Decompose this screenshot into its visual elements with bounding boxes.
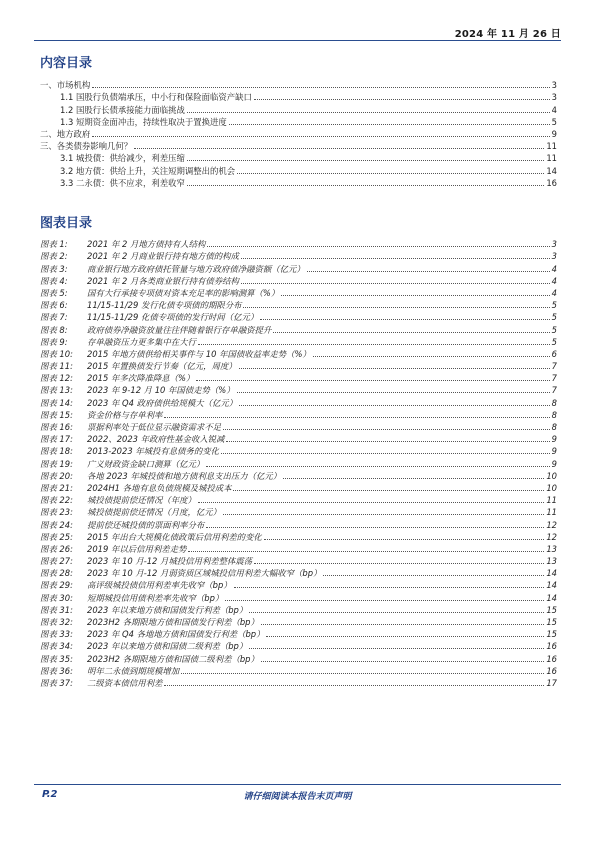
figure-entry-label [40, 410, 162, 420]
figure-entry-title: 商业银行地方政府债托管量与地方政府债净融资额（亿元） [87, 263, 305, 274]
figure-entry-title: 11/15-11/29 化债专项债的发行时间（亿元） [87, 312, 259, 323]
figure-entry-number: 图表 16: [40, 422, 73, 432]
figure-entry-title: 2023H2 各期限地方债和国债发行利差（bp） [87, 617, 259, 627]
dot-leader [187, 160, 544, 161]
figure-entry-title: 高评级城投债信用利差率先收窄（bp） [87, 580, 232, 591]
figure-entry[interactable] [40, 359, 557, 371]
contents-entry-label: 1.2 国股行长债承接能力面临挑战 [60, 104, 185, 115]
dot-leader [187, 185, 544, 186]
dot-leader [261, 661, 544, 662]
dot-leader [223, 429, 550, 430]
contents-entry-label: 1.3 短期资金面冲击，持续性取决于置换进度 [60, 116, 227, 127]
dot-leader [164, 417, 549, 418]
page-number: P.2 [42, 789, 58, 800]
contents-title: 内容目录 [40, 56, 93, 71]
figure-entry[interactable] [40, 639, 557, 651]
figure-entry[interactable] [40, 578, 557, 590]
figure-entry[interactable] [40, 554, 557, 566]
contents-entry-label: 三、各类债券影响几何？ [40, 141, 133, 152]
figure-entry-number: 图表 14: [40, 397, 73, 408]
dot-leader [283, 478, 544, 479]
figure-entry[interactable] [40, 347, 557, 359]
figure-entry-label [40, 605, 247, 615]
figure-entry[interactable] [40, 249, 557, 261]
figure-entry-label [40, 495, 196, 505]
figure-entry-label [40, 373, 194, 383]
figure-entry-label [40, 398, 237, 408]
figure-entry-page: 12 [546, 519, 557, 530]
figure-entry-title: 广义财政资金缺口测算（亿元） [87, 458, 205, 469]
figure-entry-title: 2023 年 Q4 政府债供给规模大（亿元） [87, 397, 238, 408]
figure-entry-page: 16 [546, 665, 557, 676]
figure-entry-page: 17 [546, 677, 557, 688]
dot-leader [206, 527, 544, 528]
figure-entry-page: 15 [546, 604, 557, 615]
dot-leader [187, 112, 550, 113]
figure-entry-page: 14 [546, 568, 557, 579]
figure-entry-number: 图表 33: [40, 629, 73, 640]
figure-entry-title: 城投债提前偿还情况（月度，亿元） [87, 507, 221, 518]
figure-entry-title: 2022、2023 年政府性基金收入锐减 [87, 434, 225, 445]
contents-entry-label: 1.1 国股行负债端承压，中小行和保险面临资产缺口 [60, 92, 252, 103]
figure-entry-label [40, 251, 239, 261]
figure-entry[interactable] [40, 493, 557, 505]
figure-entry-page: 15 [546, 617, 557, 627]
figure-entry[interactable] [40, 444, 557, 456]
dot-leader [239, 405, 550, 406]
dot-leader [207, 246, 549, 247]
figure-entry-page: 3 [551, 251, 557, 262]
figure-entry-label [40, 617, 259, 627]
dot-leader [223, 514, 544, 515]
figure-entry-number: 图表 20: [40, 470, 73, 481]
figure-entry-number: 图表 32: [40, 617, 73, 627]
figure-entry-number: 图表 11: [40, 361, 73, 372]
dot-leader [239, 368, 550, 369]
dot-leader [281, 295, 549, 296]
figure-entry-number: 图表 12: [40, 373, 73, 384]
figure-entry-title: 2015 年地方债供给相关事件与 10 年国债收益率走势（%） [87, 348, 311, 359]
figure-entry-label [40, 678, 162, 688]
figure-entry-label [40, 507, 221, 517]
figure-entry-title: 2023 年以来地方债和国债发行利差（bp） [87, 604, 248, 615]
dot-leader [188, 551, 544, 552]
figure-entry-title: 二级资本债信用利差 [87, 677, 163, 688]
figure-entry-title: 明年二永债到期规模增加 [87, 665, 180, 676]
figure-entry[interactable] [40, 615, 557, 627]
contents-entry-label: 3.2 地方债：供给上升，关注短期调整出的机会 [60, 165, 236, 176]
figure-entry[interactable] [40, 286, 557, 298]
figure-entry-title: 2013-2023 年城投有息债务的变化 [87, 446, 220, 457]
figure-entry-title: 2015 年置换债发行节奏（亿元，周度） [87, 361, 237, 372]
contents-entry-page: 14 [546, 165, 557, 176]
figure-entry-number: 图表 31: [40, 604, 73, 615]
figure-entry-number: 图表 15: [40, 409, 73, 420]
figure-entry-label [40, 276, 239, 286]
figure-entry-title: 2023 年 9-12 月 10 年国债走势（%） [87, 385, 235, 396]
figure-entry-number: 图表 25: [40, 531, 73, 542]
figure-entry-page: 14 [546, 580, 557, 591]
figure-entry-number: 图表 30: [40, 592, 73, 603]
contents-entry[interactable] [40, 176, 557, 188]
figure-entry-label [40, 593, 223, 603]
figure-entry-title: 2021 年 2 月地方债持有人结构 [87, 239, 206, 250]
figure-entry-page: 9 [551, 458, 557, 469]
figure-entry-label [40, 471, 281, 481]
figure-entry[interactable] [40, 627, 557, 639]
figure-entry-title: 2023 年 10 月-12 月弱资质区域城投信用利差大幅收窄（bp） [87, 568, 322, 579]
dot-leader [260, 319, 549, 320]
figure-entry[interactable] [40, 676, 557, 688]
figure-entry-page: 7 [551, 373, 557, 384]
figure-entry[interactable] [40, 542, 557, 554]
dot-leader [243, 307, 549, 308]
figure-entry-title: 各地 2023 年城投债和地方债利息支出压力（亿元） [87, 470, 282, 481]
figure-entry-title: 2021 年 2 月各类商业银行持有债券结构 [87, 275, 239, 286]
dot-leader [313, 356, 550, 357]
figures-list [40, 237, 557, 688]
figure-entry-number: 图表 5: [40, 287, 68, 298]
figure-entry[interactable] [40, 505, 557, 517]
figure-entry-title: 票据利率处于低位显示融资需求不足 [87, 422, 221, 432]
figure-entry-page: 7 [551, 361, 557, 372]
figure-entry-number: 图表 26: [40, 543, 73, 554]
contents-entry-page: 11 [546, 153, 557, 164]
dot-leader [181, 673, 544, 674]
contents-entry-page: 3 [551, 92, 557, 103]
dot-leader [264, 539, 545, 540]
figure-entry-title: 2024H1 各地有息负债规模及城投成本 [87, 482, 232, 493]
figure-entry-page: 6 [551, 348, 557, 359]
figure-entry[interactable] [40, 590, 557, 602]
contents-entry[interactable] [40, 163, 557, 175]
figure-entry[interactable] [40, 651, 557, 663]
contents-list [40, 78, 557, 188]
contents-entry-label: 二、地方政府 [40, 128, 91, 139]
figure-entry-label [40, 580, 232, 590]
figure-entry-title: 2023 年以来地方债和国债二级利差（bp） [87, 641, 248, 652]
figure-entry-label [40, 556, 252, 566]
dot-leader [233, 490, 544, 491]
figure-entry-label [40, 300, 241, 310]
dot-leader [226, 441, 549, 442]
figure-entry-label [40, 264, 305, 274]
contents-entry-label: 3.3 二永债：供不应求，利差收窄 [60, 177, 185, 188]
figure-entry[interactable] [40, 274, 557, 286]
figure-entry-number: 图表 35: [40, 653, 73, 664]
dot-leader [237, 392, 550, 393]
figure-entry-page: 13 [546, 556, 557, 567]
figure-entry-label [40, 337, 196, 347]
figure-entry-label [40, 641, 247, 651]
figure-entry-number: 图表 37: [40, 677, 73, 688]
dot-leader [164, 685, 544, 686]
figure-entry-page: 10 [546, 470, 557, 481]
figure-entry-page: 12 [546, 531, 557, 542]
figure-entry-title: 2023 年 Q4 各地地方债和国债发行利差（bp） [87, 629, 265, 640]
figure-entry[interactable] [40, 469, 557, 481]
dot-leader [206, 466, 549, 467]
figure-entry-label [40, 459, 204, 469]
figure-entry-number: 图表 22: [40, 495, 73, 506]
contents-entry[interactable] [40, 139, 557, 151]
dot-leader [261, 624, 544, 625]
dot-leader [323, 575, 544, 576]
figure-entry-label [40, 361, 237, 371]
figure-entry-label [40, 568, 321, 578]
contents-entry-page: 9 [551, 128, 557, 139]
figure-entry-number: 图表 18: [40, 446, 73, 457]
contents-entry-page: 5 [551, 116, 557, 127]
figure-entry-title: 存单融资压力更多集中在大行 [87, 336, 196, 347]
report-date: 2024 年 11 月 26 日 [454, 29, 561, 40]
figure-entry[interactable] [40, 517, 557, 529]
figure-entry-label [40, 312, 258, 322]
figure-entry[interactable] [40, 603, 557, 615]
figure-entry-number: 图表 28: [40, 568, 73, 579]
figure-entry-label [40, 385, 235, 395]
contents-entry[interactable] [40, 78, 557, 90]
contents-entry-page: 16 [546, 177, 557, 188]
figure-entry-number: 图表 10: [40, 348, 73, 359]
figure-entry-label [40, 654, 259, 664]
dot-leader [254, 563, 544, 564]
contents-entry-page: 11 [546, 141, 557, 152]
figure-entry[interactable] [40, 237, 557, 249]
figure-entry-title: 城投债提前偿还情况（年度） [87, 495, 196, 506]
contents-entry-page: 3 [551, 80, 557, 91]
figure-entry-title: 资金价格与存单利率 [87, 409, 163, 420]
dot-leader [307, 271, 550, 272]
figure-entry-label [40, 422, 221, 432]
figure-entry[interactable] [40, 383, 557, 395]
figure-entry-title: 2021 年 2 月商业银行持有地方债的构成 [87, 251, 239, 262]
figure-entry-page: 3 [551, 239, 557, 250]
figure-entry-title: 提前偿还城投债的票面利率分布 [87, 519, 205, 530]
figure-entry-number: 图表 1: [40, 239, 68, 250]
figure-entry-label [40, 666, 179, 676]
figure-entry-number: 图表 24: [40, 519, 73, 530]
figure-entry-title: 2023 年 10 月-12 月城投信用利差整体震荡 [87, 556, 253, 567]
contents-entry[interactable] [40, 151, 557, 163]
figure-entry-label [40, 434, 224, 444]
figure-entry-page: 7 [551, 385, 557, 396]
figure-entry-label [40, 446, 219, 456]
figure-entry-page: 4 [551, 263, 557, 274]
figure-entry-page: 14 [546, 592, 557, 603]
figure-entry-page: 5 [551, 300, 557, 311]
figure-entry[interactable] [40, 335, 557, 347]
figure-entry-page: 9 [551, 446, 557, 457]
dot-leader [249, 648, 544, 649]
figure-entry-number: 图表 6: [40, 300, 68, 311]
figure-entry-label [40, 520, 204, 530]
figure-entry[interactable] [40, 371, 557, 383]
figure-entry-title: 2023H2 各期限地方债和国债二级利差（bp） [87, 653, 259, 664]
figure-entry-label [40, 349, 311, 359]
figure-entry-number: 图表 4: [40, 275, 68, 286]
figure-entry-number: 图表 36: [40, 665, 73, 676]
dot-leader [234, 587, 545, 588]
figure-entry-number: 图表 29: [40, 580, 73, 591]
figure-entry-page: 5 [551, 312, 557, 323]
figure-entry-page: 4 [551, 287, 557, 298]
figure-entry-number: 图表 3: [40, 263, 68, 274]
figure-entry-title: 2015 年多次降准降息（%） [87, 373, 195, 384]
dot-leader [241, 258, 550, 259]
figure-entry[interactable] [40, 456, 557, 468]
figure-entry-number: 图表 27: [40, 556, 73, 567]
figure-entry-page: 8 [551, 397, 557, 408]
figures-title: 图表目录 [40, 216, 93, 231]
figure-entry-title: 2015 年出台大规模化债政策后信用利差的变化 [87, 531, 262, 542]
figure-entry-page: 5 [551, 336, 557, 347]
figure-entry-page: 8 [551, 422, 557, 432]
figure-entry-page: 9 [551, 434, 557, 445]
figure-entry-page: 10 [546, 482, 557, 493]
figure-entry-page: 11 [546, 507, 557, 518]
contents-entry[interactable] [40, 115, 557, 127]
figure-entry-page: 4 [551, 275, 557, 286]
dot-leader [196, 380, 549, 381]
figure-entry-page: 13 [546, 543, 557, 554]
dot-leader [254, 99, 550, 100]
figure-entry-number: 图表 34: [40, 641, 73, 652]
figure-entry-label [40, 325, 271, 335]
figure-entry-number: 图表 17: [40, 434, 73, 445]
figure-entry[interactable] [40, 408, 557, 420]
figure-entry-number: 图表 19: [40, 458, 73, 469]
figure-entry-number: 图表 2: [40, 251, 68, 262]
figure-entry-label [40, 239, 205, 249]
figure-entry-number: 图表 9: [40, 336, 68, 347]
contents-entry-page: 4 [551, 104, 557, 115]
footer-disclaimer: 请仔细阅读本报告末页声明 [243, 792, 352, 802]
dot-leader [237, 173, 544, 174]
dot-leader [249, 612, 544, 613]
figure-entry-page: 5 [551, 324, 557, 335]
figure-entry[interactable] [40, 481, 557, 493]
figure-entry[interactable] [40, 298, 557, 310]
dot-leader [266, 636, 544, 637]
figure-entry-label [40, 532, 262, 542]
contents-entry-label: 3.1 城投债：供给减少，利差压缩 [60, 153, 185, 164]
dot-leader [273, 332, 549, 333]
contents-entry[interactable] [40, 90, 557, 102]
dot-leader [225, 600, 544, 601]
figure-entry-number: 图表 7: [40, 312, 68, 323]
figure-entry-label [40, 483, 231, 493]
figure-entry-page: 15 [546, 629, 557, 640]
dot-leader [241, 283, 550, 284]
header-divider [34, 40, 561, 41]
dot-leader [92, 87, 549, 88]
figure-entry-label [40, 544, 186, 554]
contents-entry[interactable] [40, 127, 557, 139]
figure-entry-title: 政府债券净融资放量往往伴随着银行存单融资提升 [87, 324, 272, 335]
figure-entry-page: 16 [546, 653, 557, 664]
figure-entry[interactable] [40, 432, 557, 444]
figure-entry-title: 2019 年以后信用利差走势 [87, 543, 187, 554]
figure-entry-page: 16 [546, 641, 557, 652]
figure-entry-title: 短期城投信用债利差率先收窄（bp） [87, 592, 224, 603]
contents-entry[interactable] [40, 102, 557, 114]
figure-entry-title: 国有大行承接专项债对资本充足率的影响测算（%） [87, 287, 280, 298]
contents-entry-label: 一、市场机构 [40, 80, 91, 91]
figure-entry-label [40, 629, 264, 639]
figure-entry[interactable] [40, 530, 557, 542]
figure-entry-number: 图表 23: [40, 507, 73, 518]
footer-divider [34, 784, 561, 785]
figure-entry[interactable] [40, 420, 557, 432]
dot-leader [134, 148, 544, 149]
dot-leader [229, 124, 550, 125]
dot-leader [92, 136, 549, 137]
figure-entry[interactable] [40, 310, 557, 322]
dot-leader [198, 344, 550, 345]
figure-entry-number: 图表 8: [40, 324, 68, 335]
figure-entry-title: 11/15-11/29 发行化债专项债的期限分布 [87, 300, 242, 311]
figure-entry-number: 图表 21: [40, 482, 73, 493]
figure-entry-number: 图表 13: [40, 385, 73, 396]
figure-entry-page: 11 [546, 495, 557, 506]
dot-leader [198, 502, 544, 503]
figure-entry[interactable] [40, 261, 557, 273]
figure-entry-label [40, 288, 279, 298]
figure-entry-page: 8 [551, 409, 557, 420]
dot-leader [221, 453, 550, 454]
figure-entry[interactable] [40, 664, 557, 676]
figure-entry[interactable] [40, 395, 557, 407]
figure-entry[interactable] [40, 322, 557, 334]
figure-entry[interactable] [40, 566, 557, 578]
